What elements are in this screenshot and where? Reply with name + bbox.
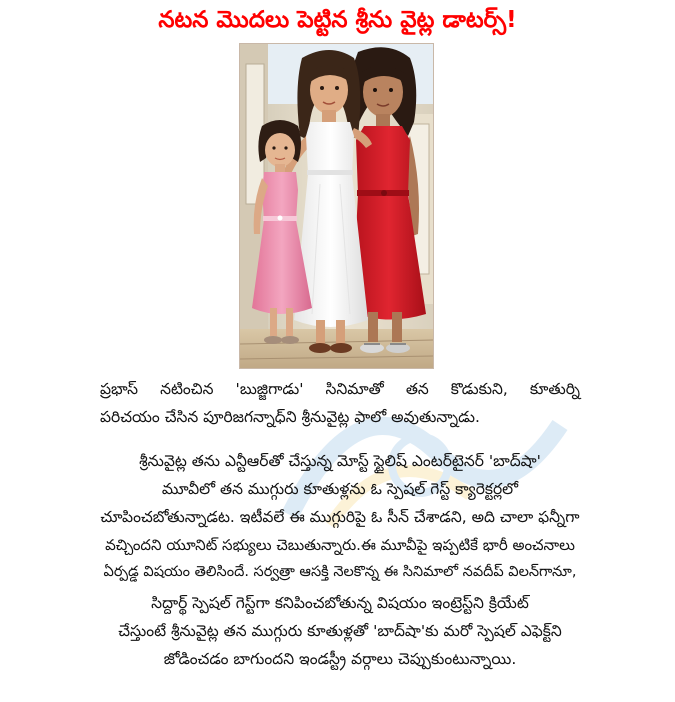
article-line: మూవీలో తన ముగ్గురు కూతుళ్లను ఓ స్పెషల్ గెస్ట్ క్యారెక్టర్లలో: [161, 480, 519, 498]
article-line: జోడించడం బాగుందని ఇండస్ట్రీ వర్గాలు చెప్పుకుంటున్నాయి.: [163, 650, 517, 668]
photo-icon: [240, 44, 434, 369]
article-line: ఏర్పడ్డ విషయం తెలిసిందే. సర్వత్రా ఆసక్తి నెలకొన్న ఈ సినిమాలో నవదీప్ విలన్‌గానూ,: [103, 564, 577, 580]
article-line: ప్రభాస్ నటించిన 'బుజ్జిగాడు' సినిమాతో తన కొడుకుని, కూతుర్ని: [100, 380, 580, 398]
headline: నటన మొదలు పెట్టిన శ్రీను వైట్ల డాటర్స్!: [158, 7, 517, 33]
article-photo: [239, 43, 434, 369]
article-line: పరిచయం చేసిన పూరిజగన్నాధ్‌ని శ్రీనువైట్ల ఫాలో అవుతున్నాడు.: [100, 408, 480, 426]
article-line: సిద్దార్థ్ స్పెషల్ గెస్ట్‌గా కనిపించబోతున్న విషయం ఇంట్రెస్ట్‌ని క్రియేట్: [151, 594, 529, 612]
article-line: చేస్తుంటే శ్రీనువైట్ల తన ముగ్గురు కూతుళ్లతో 'బాద్‌షా'కు మరో స్పెషల్ ఎఫెక్ట్‌ని: [118, 622, 562, 640]
article-line: వచ్చిందని యూనిట్ సభ్యులు చెబుతున్నారు.ఈ మూవీపై ఇప్పటికే భారీ అంచనాలు: [105, 536, 575, 554]
article-line: చూపించబోతున్నాడట. ఇటీవలే ఈ ముగ్గురిపై ఓ సీన్ చేశాడని, అది చాలా ఫన్నీగా: [100, 508, 580, 526]
article-line: శ్రీనువైట్ల తను ఎన్టీఆర్‌తో చేస్తున్న మోస్ట్ స్టైలిష్ ఎంటర్‌టైనర్ 'బాద్‌షా': [139, 452, 541, 470]
